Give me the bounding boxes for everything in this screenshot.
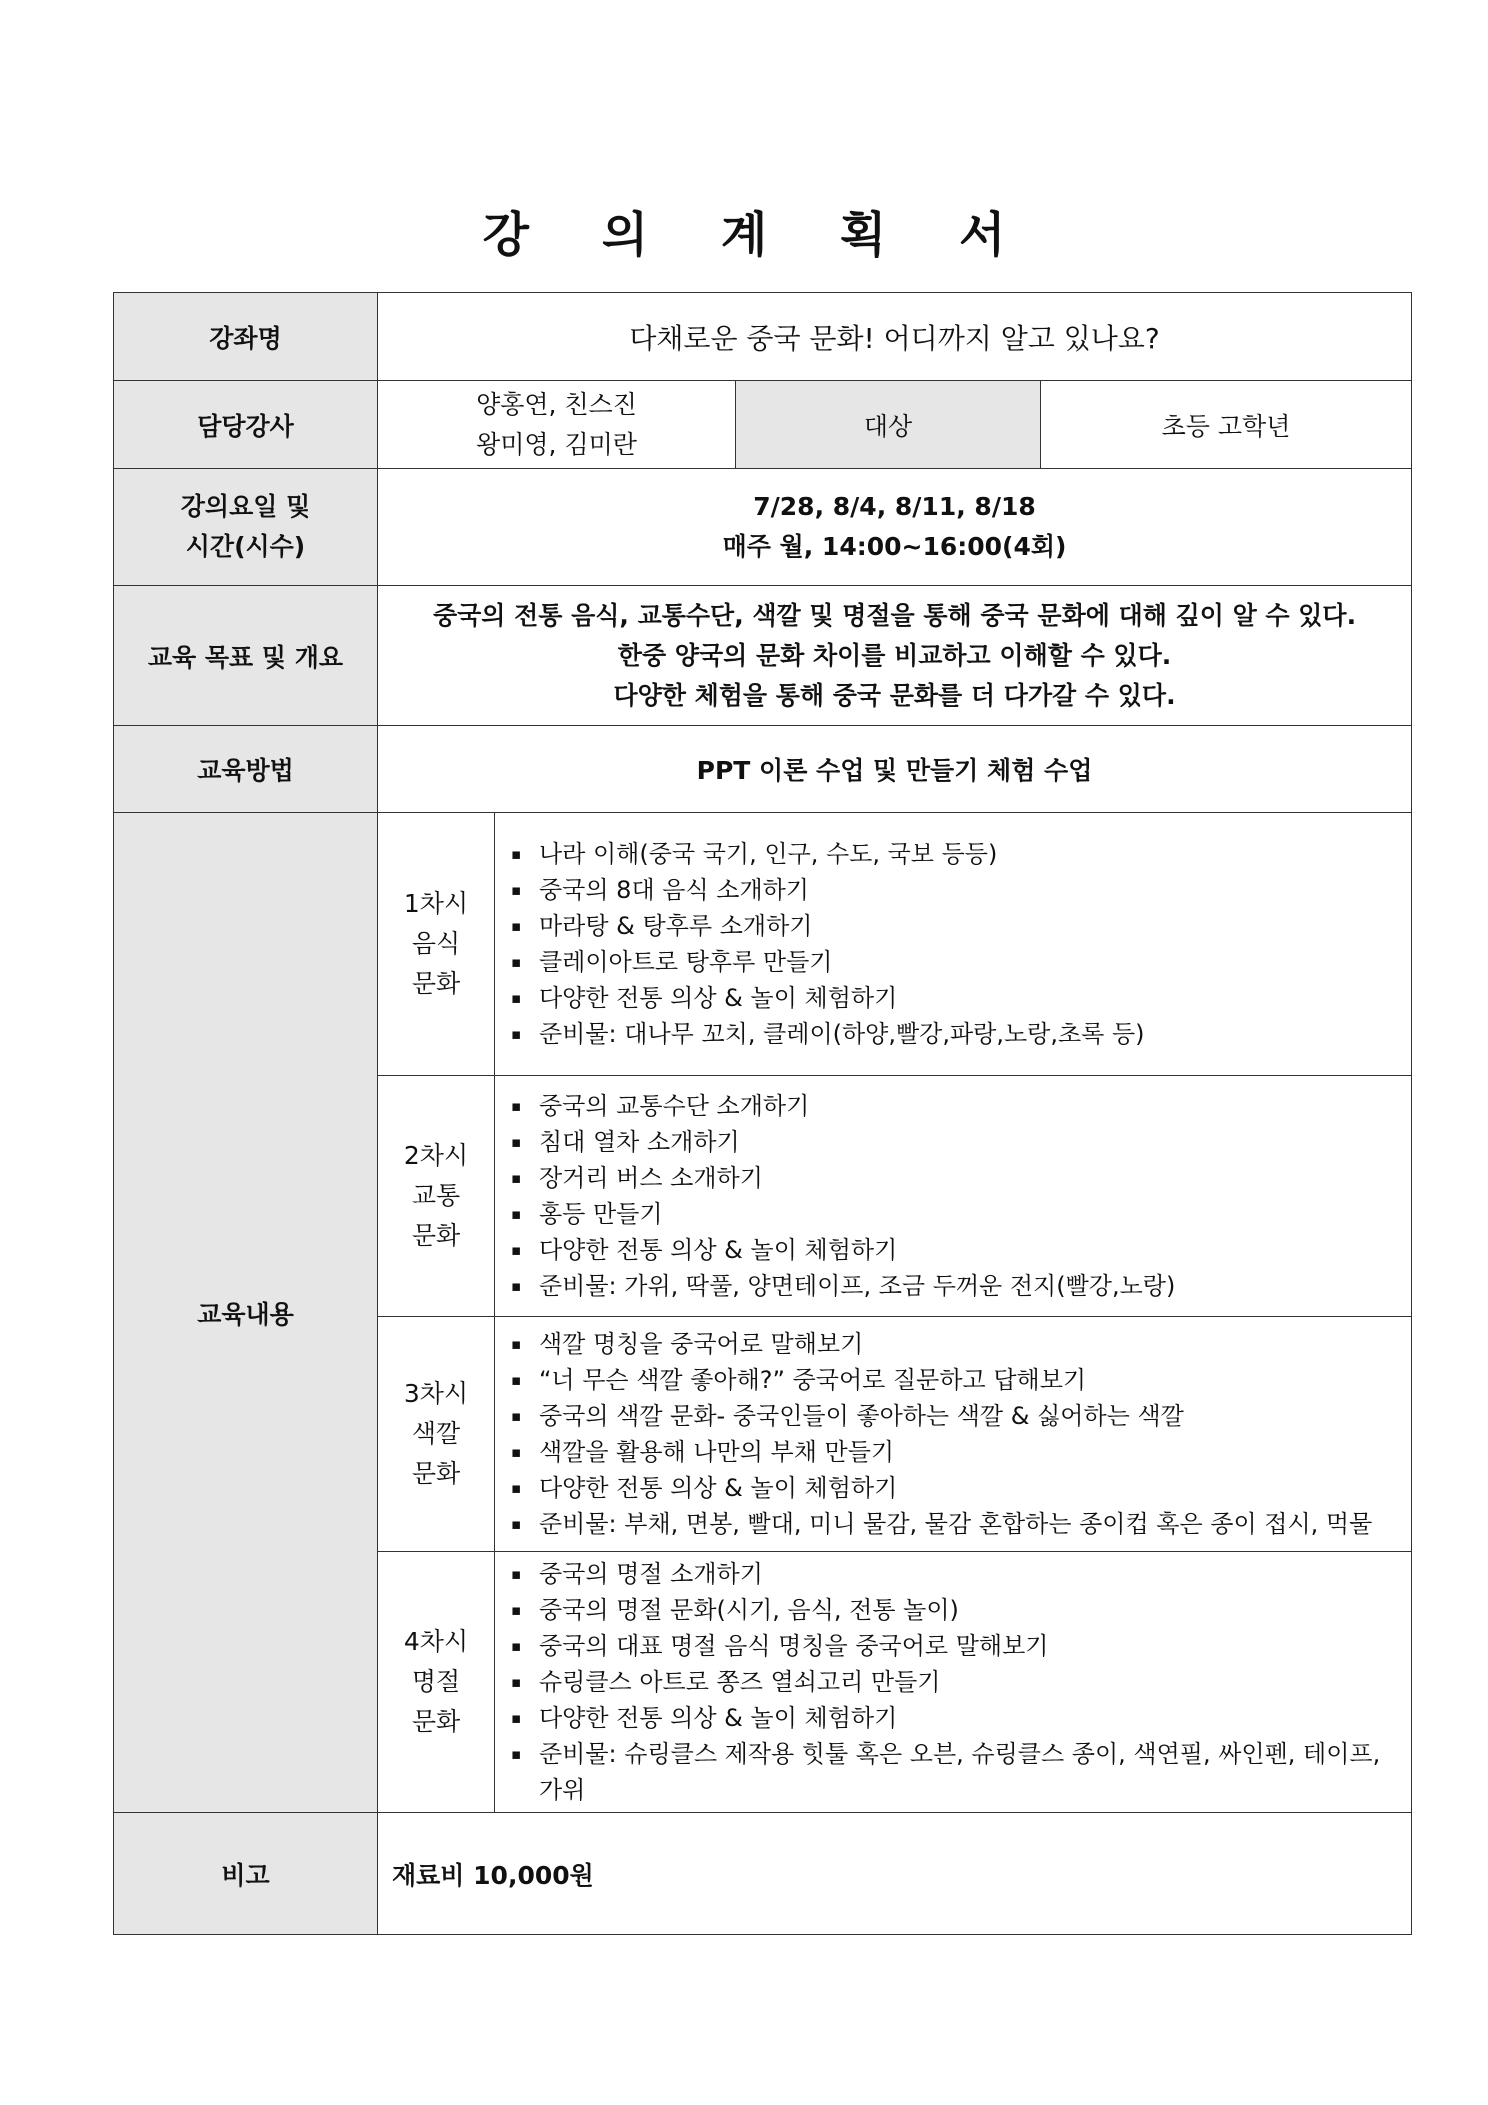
schedule-dates: 7/28, 8/4, 8/11, 8/18 <box>753 492 1036 521</box>
item-text: 준비물: 가위, 딱풀, 양면테이프, 조금 두꺼운 전지(빨강,노랑) <box>539 1272 1176 1300</box>
session-title <box>378 813 495 1076</box>
item-text: 중국의 명절 소개하기 <box>539 1560 763 1588</box>
instructor-label: 담당강사 <box>114 381 378 469</box>
session-title-line: 3차시 <box>403 1379 469 1408</box>
instructor-line: 왕미영, 김미란 <box>476 429 637 459</box>
method-value: PPT 이론 수업 및 만들기 체험 수업 <box>378 726 1412 813</box>
bullet-icon: ▪ <box>511 1169 522 1187</box>
bullet-icon: ▪ <box>511 953 522 971</box>
item-text: 중국의 명절 문화(시기, 음식, 전통 놀이) <box>539 1596 959 1624</box>
session-items <box>495 1076 1412 1317</box>
session-title <box>378 1317 495 1552</box>
session-title-line: 문화 <box>411 969 461 998</box>
schedule-value <box>378 469 1412 586</box>
session-items <box>495 813 1412 1076</box>
list-item <box>505 1398 1399 1434</box>
bullet-icon: ▪ <box>511 1277 522 1295</box>
session-item-list <box>495 1320 1411 1548</box>
remarks-label: 비고 <box>114 1813 378 1935</box>
session-title-line: 4차시 <box>403 1627 469 1656</box>
item-text: 홍등 만들기 <box>539 1200 663 1228</box>
bullet-icon: ▪ <box>511 1673 522 1691</box>
course-label: 강좌명 <box>114 293 378 381</box>
list-item <box>505 944 1399 980</box>
bullet-icon: ▪ <box>511 1097 522 1115</box>
list-item <box>505 1664 1399 1700</box>
list-item <box>505 1160 1399 1196</box>
schedule-time: 매주 월, 14:00~16:00(4회) <box>722 532 1067 561</box>
item-text: 나라 이해(중국 국기, 인구, 수도, 국보 등등) <box>539 840 998 868</box>
item-text: 중국의 색깔 문화- 중국인들이 좋아하는 색깔 & 싫어하는 색깔 <box>539 1402 1184 1430</box>
bullet-icon: ▪ <box>511 881 522 899</box>
remarks-row <box>114 1813 1412 1935</box>
list-item <box>505 1506 1399 1542</box>
instructor-names <box>378 381 736 469</box>
list-item <box>505 1016 1399 1052</box>
item-text: 다양한 전통 의상 & 놀이 체험하기 <box>539 1474 898 1502</box>
course-name: 다채로운 중국 문화! 어디까지 알고 있나요? <box>378 293 1412 381</box>
target-value: 초등 고학년 <box>1041 381 1412 469</box>
item-text: 다양한 전통 의상 & 놀이 체험하기 <box>539 984 898 1012</box>
session-title-line: 1차시 <box>403 889 469 918</box>
instructor-line: 양홍연, 친스진 <box>476 389 637 419</box>
session-title-line: 문화 <box>411 1707 461 1736</box>
item-text: 색깔 명칭을 중국어로 말해보기 <box>539 1330 864 1358</box>
session-title <box>378 1076 495 1317</box>
item-text: 중국의 8대 음식 소개하기 <box>539 876 809 904</box>
item-text: 다양한 전통 의상 & 놀이 체험하기 <box>539 1704 898 1732</box>
list-item <box>505 1592 1399 1628</box>
session-title-line: 명절 <box>411 1667 461 1696</box>
list-item <box>505 836 1399 872</box>
schedule-label-line: 강의요일 및 <box>180 492 311 521</box>
session-title-line: 교통 <box>411 1181 461 1210</box>
item-text: 장거리 버스 소개하기 <box>539 1164 763 1192</box>
bullet-icon: ▪ <box>511 989 522 1007</box>
goals-label: 교육 목표 및 개요 <box>114 586 378 726</box>
item-text: “너 무슨 색깔 좋아해?” 중국어로 질문하고 답해보기 <box>539 1366 1087 1394</box>
item-text: 슈링클스 아트로 쫑즈 열쇠고리 만들기 <box>539 1668 941 1696</box>
session-row <box>114 813 1412 1076</box>
schedule-label-line: 시간(시수) <box>185 532 306 561</box>
item-text: 중국의 교통수단 소개하기 <box>539 1092 810 1120</box>
list-item <box>505 1434 1399 1470</box>
item-text: 침대 열차 소개하기 <box>539 1128 740 1156</box>
bullet-icon: ▪ <box>511 1335 522 1353</box>
list-item <box>505 1628 1399 1664</box>
item-text: 준비물: 부채, 면봉, 빨대, 미니 물감, 물감 혼합하는 종이컵 혹은 종이 접시, 먹물 <box>539 1510 1373 1538</box>
list-item <box>505 1736 1399 1808</box>
method-label: 교육방법 <box>114 726 378 813</box>
session-title-line: 문화 <box>411 1459 461 1488</box>
list-item <box>505 872 1399 908</box>
list-item <box>505 908 1399 944</box>
bullet-icon: ▪ <box>511 1371 522 1389</box>
session-title-line: 문화 <box>411 1221 461 1250</box>
list-item <box>505 1470 1399 1506</box>
goal-line: 중국의 전통 음식, 교통수단, 색깔 및 명절을 통해 중국 문화에 대해 깊이 알 수 있다. <box>432 600 1357 630</box>
item-text: 다양한 전통 의상 & 놀이 체험하기 <box>539 1236 898 1264</box>
bullet-icon: ▪ <box>511 1601 522 1619</box>
session-item-list <box>495 1076 1411 1316</box>
schedule-row <box>114 469 1412 586</box>
bullet-icon: ▪ <box>511 1479 522 1497</box>
item-text: 클레이아트로 탕후루 만들기 <box>539 948 833 976</box>
bullet-icon: ▪ <box>511 845 522 863</box>
method-row <box>114 726 1412 813</box>
list-item <box>505 1556 1399 1592</box>
bullet-icon: ▪ <box>511 1025 522 1043</box>
goal-line: 다양한 체험을 통해 중국 문화를 더 다가갈 수 있다. <box>613 680 1176 710</box>
list-item <box>505 980 1399 1016</box>
list-item <box>505 1326 1399 1362</box>
bullet-icon: ▪ <box>511 1133 522 1151</box>
list-item <box>505 1268 1399 1304</box>
bullet-icon: ▪ <box>511 1407 522 1425</box>
session-items <box>495 1552 1412 1813</box>
item-text: 마라탕 & 탕후루 소개하기 <box>539 912 813 940</box>
list-item <box>505 1700 1399 1736</box>
target-label: 대상 <box>736 381 1041 469</box>
goals-row <box>114 586 1412 726</box>
bullet-icon: ▪ <box>511 1515 522 1533</box>
bullet-icon: ▪ <box>511 1745 522 1763</box>
content-label: 교육내용 <box>114 813 378 1813</box>
list-item <box>505 1124 1399 1160</box>
item-text: 준비물: 대나무 꼬치, 클레이(하양,빨강,파랑,노랑,초록 등) <box>539 1020 1145 1048</box>
list-item <box>505 1232 1399 1268</box>
bullet-icon: ▪ <box>511 1709 522 1727</box>
goals-text <box>378 586 1412 726</box>
schedule-label <box>114 469 378 586</box>
bullet-icon: ▪ <box>511 1443 522 1461</box>
document-title: 강 의 계 획 서 <box>482 207 1034 263</box>
session-item-list <box>495 1552 1411 1812</box>
item-text: 중국의 대표 명절 음식 명칭을 중국어로 말해보기 <box>539 1632 1049 1660</box>
bullet-icon: ▪ <box>511 1205 522 1223</box>
goal-line: 한중 양국의 문화 차이를 비교하고 이해할 수 있다. <box>617 640 1172 670</box>
lecture-plan-table <box>113 292 1412 1935</box>
bullet-icon: ▪ <box>511 917 522 935</box>
item-text: 색깔을 활용해 나만의 부채 만들기 <box>539 1438 895 1466</box>
session-title-line: 색깔 <box>411 1419 461 1448</box>
list-item <box>505 1088 1399 1124</box>
session-title-line: 2차시 <box>403 1141 469 1170</box>
session-item-list <box>495 824 1411 1064</box>
item-text: 준비물: 슈링클스 제작용 힛툴 혹은 오븐, 슈링클스 종이, 색연필, 싸인펜, 테이프, 가위 <box>539 1740 1381 1804</box>
session-title-line: 음식 <box>411 929 461 958</box>
course-row <box>114 293 1412 381</box>
list-item <box>505 1362 1399 1398</box>
list-item <box>505 1196 1399 1232</box>
instructor-row <box>114 381 1412 469</box>
bullet-icon: ▪ <box>511 1637 522 1655</box>
bullet-icon: ▪ <box>511 1241 522 1259</box>
session-title <box>378 1552 495 1813</box>
remarks-value: 재료비 10,000원 <box>378 1813 1412 1935</box>
bullet-icon: ▪ <box>511 1565 522 1583</box>
session-items <box>495 1317 1412 1552</box>
